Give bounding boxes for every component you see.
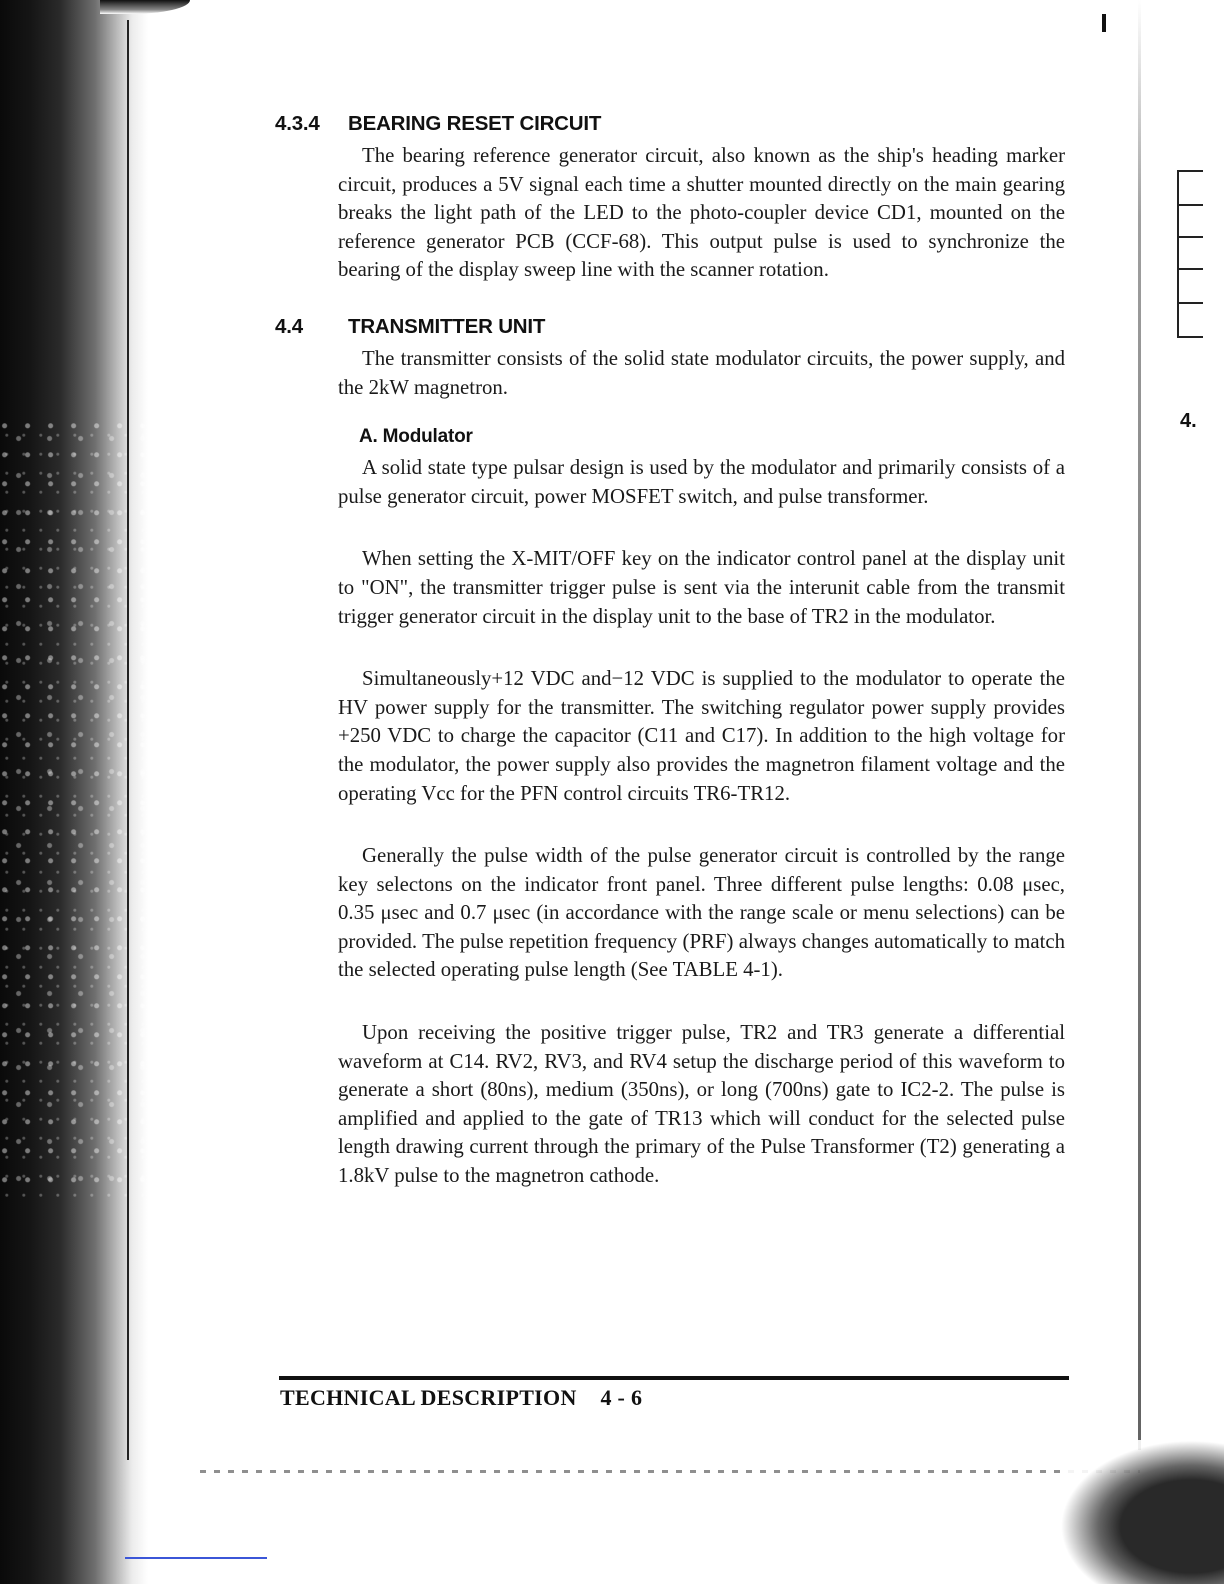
section-title: TRANSMITTER UNIT <box>348 314 546 338</box>
subsection-heading: A. Modulator <box>359 426 473 448</box>
paragraph: A solid state type pulsar design is used by the modulator and primarily consists of a pulse generator circuit, power MOSFET switch, and pulse transformer. <box>338 456 1065 508</box>
tab-line <box>1179 268 1203 270</box>
tab-line <box>1179 336 1203 338</box>
bottom-page-curl <box>1060 1440 1224 1584</box>
section-number: 4.3.4 <box>275 112 320 135</box>
binding-line <box>127 20 129 1460</box>
top-fold <box>100 0 190 14</box>
page-footer <box>280 1385 642 1411</box>
bottom-scan-noise <box>200 1470 1140 1473</box>
corner-mark <box>1102 14 1106 32</box>
tab-line <box>1179 204 1203 206</box>
page-number: 4 - 6 <box>600 1385 643 1410</box>
paragraph: The bearing reference generator circuit, also known as the ship's heading marker circuit, produces a 5V signal each time a shutter mounted directly on the main gearing breaks the light path of the LED to the photo-coupler device CD1, mounted on the reference generator PCB (CCF-68). This output pulse is used to synchronize the bearing of the display sweep line with the scanner rotation. <box>338 144 1065 282</box>
section-title: BEARING RESET CIRCUIT <box>348 112 602 135</box>
section-heading <box>275 112 1075 136</box>
right-page-edge <box>1138 0 1141 1450</box>
section-heading <box>275 315 1075 339</box>
paragraph: When setting the X-MIT/OFF key on the indicator control panel at the display unit to "ON", the transmitter trigger pulse is sent via the interunit cable from the transmit trigger generator circuit in the display unit to the base of TR2 in the modulator. <box>338 547 1065 628</box>
paragraph: Generally the pulse width of the pulse generator circuit is controlled by the range key selectons on the indicator front panel. Three different pulse lengths: 0.08 μsec, 0.35 μsec and 0.7 μsec (in accordance with the range scale or menu selections) can be provided. The pulse repetition frequency (PRF) always changes automatically to match the selected operating pulse length (See TABLE 4-1). <box>338 844 1065 982</box>
tab-line <box>1179 302 1203 304</box>
footer-rule <box>279 1376 1069 1380</box>
index-tab-frame <box>1177 170 1209 338</box>
paragraph: Simultaneously+12 VDC and−12 VDC is supplied to the modulator to operate the HV power supply for the transmitter. The switching regulator power supply provides +250 VDC to charge the capacitor (C11 and C17). In addition to the high voltage for the modulator, the power supply also provides the magnetron filament voltage and the operating Vcc for the PFN control circuits TR6-TR12. <box>338 667 1065 805</box>
paragraph: The transmitter consists of the solid state modulator circuits, the power supply, and the 2kW magnetron. <box>338 346 1065 399</box>
tab-line <box>1179 170 1203 172</box>
footer-label: TECHNICAL DESCRIPTION <box>280 1385 577 1410</box>
section-number: 4.4 <box>275 314 303 338</box>
paragraph: Upon receiving the positive trigger pulse, TR2 and TR3 generate a differential waveform at C14. RV2, RV3, and RV4 setup the discharge period of this waveform to generate a short (80ns), medium (350ns), or long (700ns) gate to IC2-2. The pulse is amplified and applied to the gate of TR13 which will conduct for the selected pulse length drawing current through the primary of the Pulse Transformer (T2) generating a 1.8kV pulse to the magnetron cathode. <box>338 1021 1065 1188</box>
tab-line <box>1179 236 1203 238</box>
page-content <box>275 112 1075 1191</box>
bottom-blue-line <box>125 1557 267 1559</box>
chapter-tab-number: 4. <box>1180 410 1197 432</box>
